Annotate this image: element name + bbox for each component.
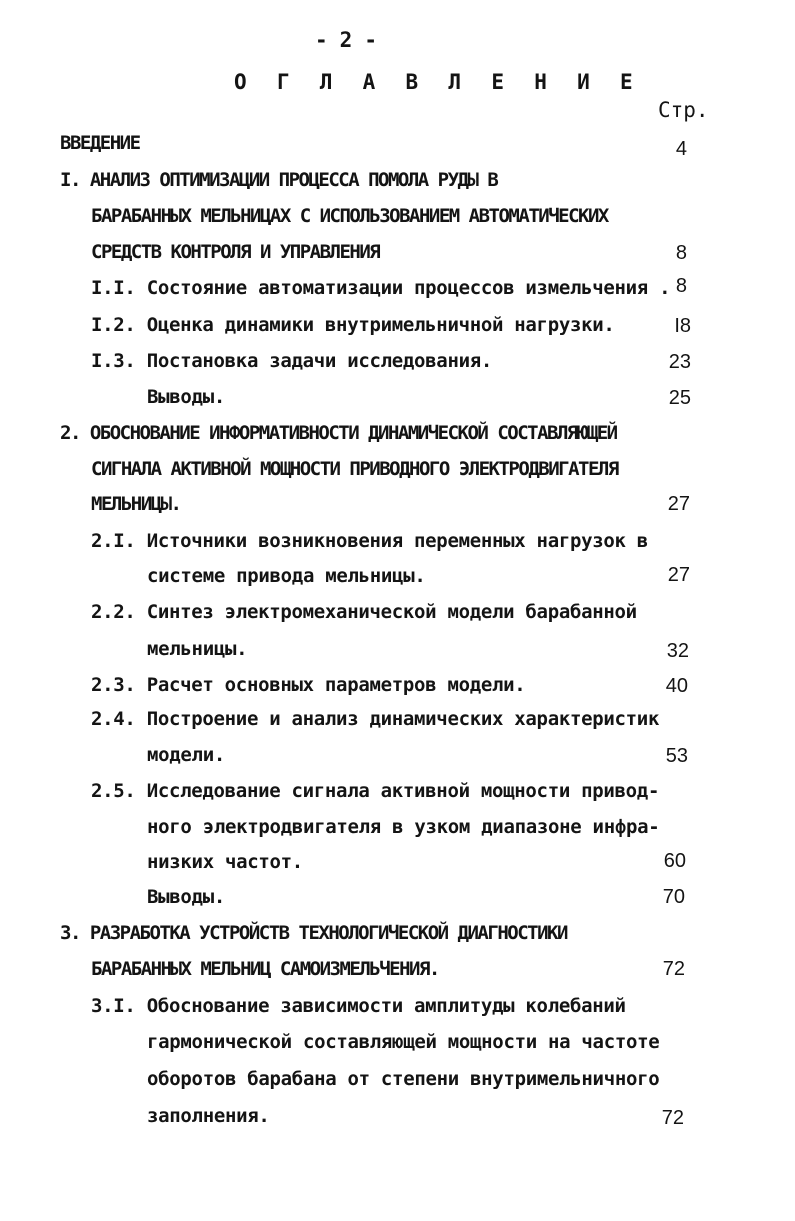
toc-line: 3. РАЗРАБОТКА УСТРОЙСТВ ТЕХНОЛОГИЧЕСКОЙ ДИАГНОСТИКИ (60, 922, 567, 944)
toc-line: модели. (147, 744, 225, 766)
toc-line: ВВЕДЕНИЕ (60, 132, 140, 154)
toc-line: 3.I. Обоснование зависимости амплитуды колебаний (91, 995, 626, 1017)
toc-line: I.2. Оценка динамики внутримельничной нагрузки. (91, 314, 615, 336)
toc-line: I. АНАЛИЗ ОПТИМИЗАЦИИ ПРОЦЕССА ПОМОЛА РУДЫ В (60, 169, 498, 191)
toc-line: Выводы. (147, 386, 225, 408)
toc-line: 2.4. Построение и анализ динамических характеристик (91, 708, 660, 730)
toc-line: оборотов барабана от степени внутримельничного (147, 1068, 660, 1090)
toc-line: I.3. Постановка задачи исследования. (91, 350, 493, 372)
toc-page-number: 70 (662, 886, 685, 908)
page-number: - 2 - (315, 28, 377, 52)
toc-line: мельницы. (147, 638, 248, 660)
toc-page-number: 60 (663, 850, 686, 872)
toc-line: ного электродвигателя в узком диапазоне инфра- (147, 816, 660, 838)
toc-line: БАРАБАННЫХ МЕЛЬНИЦ САМОИЗМЕЛЬЧЕНИЯ. (91, 958, 439, 980)
toc-line: 2. ОБОСНОВАНИЕ ИНФОРМАТИВНОСТИ ДИНАМИЧЕСКОЙ СОСТАВЛЯЮЩЕЙ (60, 422, 617, 444)
toc-line: БАРАБАННЫХ МЕЛЬНИЦАХ С ИСПОЛЬЗОВАНИЕМ АВТОМАТИЧЕСКИХ (91, 205, 608, 227)
toc-line: МЕЛЬНИЦЫ. (91, 493, 181, 515)
toc-page-number: 40 (665, 675, 688, 697)
toc-page-number: 53 (665, 745, 688, 767)
toc-line: СИГНАЛА АКТИВНОЙ МОЩНОСТИ ПРИВОДНОГО ЭЛЕКТРОДВИГАТЕЛЯ (91, 458, 618, 480)
toc-page-number: 8 (675, 242, 687, 264)
toc-line: гармонической составляющей мощности на частоте (147, 1031, 660, 1053)
page-column-label: Стр. (658, 98, 709, 122)
toc-line: СРЕДСТВ КОНТРОЛЯ И УПРАВЛЕНИЯ (91, 241, 380, 263)
toc-page-number: 8 (675, 275, 687, 297)
toc-page-number: 32 (666, 640, 689, 662)
toc-line: I.I. Состояние автоматизации процессов измельчения . (91, 277, 671, 299)
toc-line: заполнения. (147, 1105, 270, 1127)
toc-page-number: 27 (667, 564, 690, 586)
toc-line: 2.3. Расчет основных параметров модели. (91, 674, 526, 696)
toc-page-number: 25 (668, 387, 691, 409)
toc-page-number: I8 (674, 315, 691, 337)
toc-line: 2.5. Исследование сигнала активной мощности привод- (91, 780, 660, 802)
toc-page-number: 23 (668, 351, 691, 373)
toc-line: системе привода мельницы. (147, 565, 426, 587)
toc-page-number: 27 (667, 493, 690, 515)
toc-page-number: 72 (661, 1107, 684, 1129)
toc-line: Выводы. (147, 886, 225, 908)
toc-page-number: 4 (675, 138, 687, 160)
toc-page-number: 72 (662, 958, 685, 980)
page-title: О Г Л А В Л Е Н И Е (234, 70, 642, 94)
toc-line: низких частот. (147, 851, 303, 873)
toc-line: 2.I. Источники возникновения переменных нагрузок в (91, 530, 648, 552)
toc-line: 2.2. Синтез электромеханической модели барабанной (91, 601, 637, 623)
